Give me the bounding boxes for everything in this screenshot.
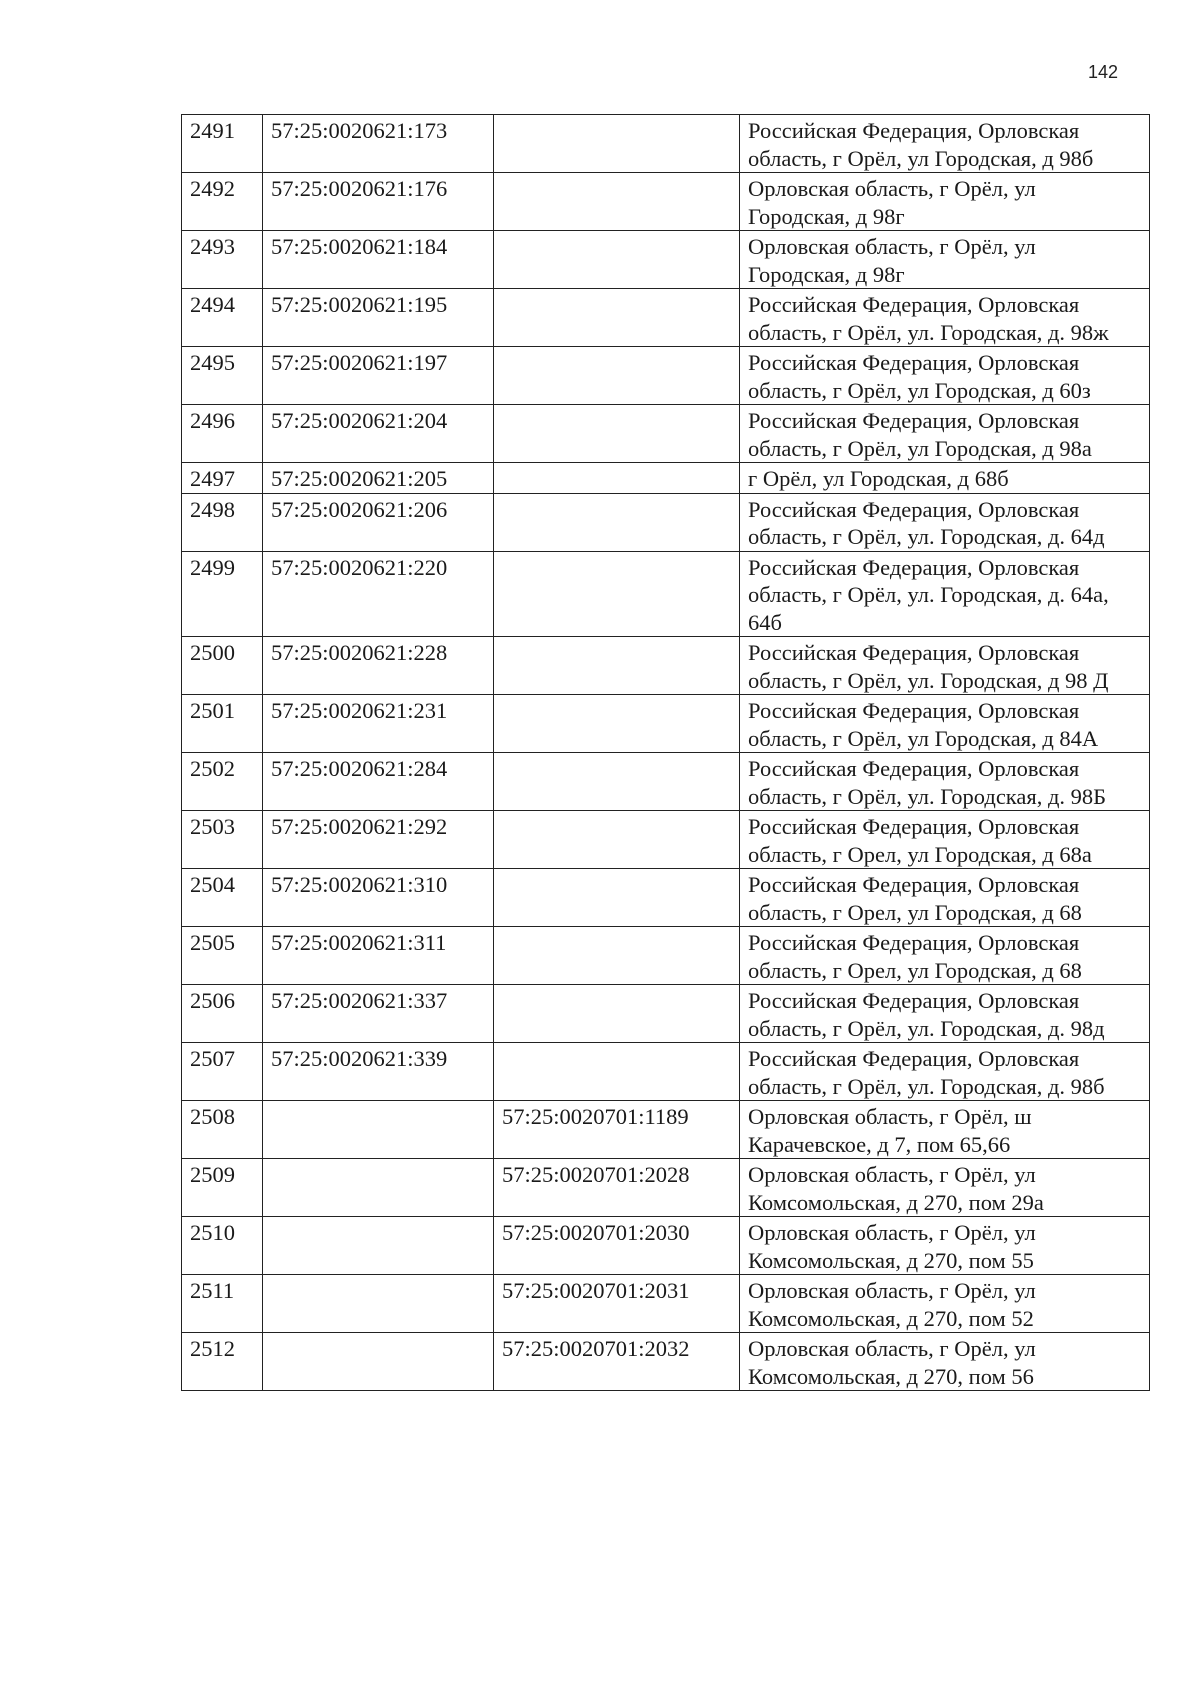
address-cell: Российская Федерация, Орловская область, г Орел, ул Городская, д 68: [740, 927, 1150, 985]
plot-cadastral-number-cell: 57:25:0020621:195: [263, 289, 494, 347]
row-number-cell: 2496: [182, 405, 263, 463]
row-number-cell: 2500: [182, 637, 263, 695]
plot-cadastral-number-cell: 57:25:0020621:339: [263, 1043, 494, 1101]
row-number-cell: 2495: [182, 347, 263, 405]
table-row: [182, 1101, 1150, 1159]
table-row: [182, 1275, 1150, 1333]
plot-cadastral-number-cell: 57:25:0020621:292: [263, 811, 494, 869]
table-row: [182, 927, 1150, 985]
row-number-cell: 2504: [182, 869, 263, 927]
address-cell: Российская Федерация, Орловская область, г Орел, ул Городская, д 68а: [740, 811, 1150, 869]
plot-cadastral-number-cell: [263, 1101, 494, 1159]
row-number-cell: 2492: [182, 173, 263, 231]
room-cadastral-number-cell: [494, 753, 740, 811]
room-cadastral-number-cell: [494, 231, 740, 289]
room-cadastral-number-cell: [494, 869, 740, 927]
address-cell: Орловская область, г Орёл, ул Городская, д 98г: [740, 173, 1150, 231]
table-row: [182, 347, 1150, 405]
row-number-cell: 2511: [182, 1275, 263, 1333]
room-cadastral-number-cell: [494, 405, 740, 463]
room-cadastral-number-cell: 57:25:0020701:2032: [494, 1333, 740, 1391]
room-cadastral-number-cell: [494, 637, 740, 695]
plot-cadastral-number-cell: [263, 1275, 494, 1333]
address-cell: Российская Федерация, Орловская область, г Орел, ул Городская, д 68: [740, 869, 1150, 927]
room-cadastral-number-cell: [494, 493, 740, 551]
table-row: [182, 1043, 1150, 1101]
plot-cadastral-number-cell: 57:25:0020621:204: [263, 405, 494, 463]
room-cadastral-number-cell: 57:25:0020701:1189: [494, 1101, 740, 1159]
address-cell: Российская Федерация, Орловская область, г Орёл, ул. Городская, д. 64д: [740, 493, 1150, 551]
address-cell: Орловская область, г Орёл, ул Комсомольская, д 270, пом 52: [740, 1275, 1150, 1333]
room-cadastral-number-cell: [494, 551, 740, 637]
row-number-cell: 2509: [182, 1159, 263, 1217]
table-row: [182, 1217, 1150, 1275]
row-number-cell: 2508: [182, 1101, 263, 1159]
table-row: [182, 231, 1150, 289]
row-number-cell: 2499: [182, 551, 263, 637]
room-cadastral-number-cell: [494, 811, 740, 869]
registry-table: [181, 114, 1150, 1391]
room-cadastral-number-cell: [494, 347, 740, 405]
room-cadastral-number-cell: [494, 985, 740, 1043]
row-number-cell: 2493: [182, 231, 263, 289]
table-row: [182, 405, 1150, 463]
plot-cadastral-number-cell: 57:25:0020621:197: [263, 347, 494, 405]
address-cell: Российская Федерация, Орловская область, г Орёл, ул Городская, д 98б: [740, 115, 1150, 173]
room-cadastral-number-cell: [494, 463, 740, 494]
address-cell: Орловская область, г Орёл, ул Комсомольская, д 270, пом 55: [740, 1217, 1150, 1275]
room-cadastral-number-cell: [494, 289, 740, 347]
table-row: [182, 695, 1150, 753]
row-number-cell: 2502: [182, 753, 263, 811]
table-row: [182, 289, 1150, 347]
table-row: [182, 173, 1150, 231]
address-cell: Российская Федерация, Орловская область, г Орёл, ул. Городская, д 98 Д: [740, 637, 1150, 695]
plot-cadastral-number-cell: [263, 1159, 494, 1217]
table-row: [182, 551, 1150, 637]
table-row: [182, 493, 1150, 551]
row-number-cell: 2503: [182, 811, 263, 869]
address-cell: Российская Федерация, Орловская область, г Орёл, ул. Городская, д. 98д: [740, 985, 1150, 1043]
row-number-cell: 2510: [182, 1217, 263, 1275]
table-row: [182, 115, 1150, 173]
room-cadastral-number-cell: [494, 1043, 740, 1101]
row-number-cell: 2497: [182, 463, 263, 494]
table-row: [182, 463, 1150, 494]
address-cell: Российская Федерация, Орловская область, г Орёл, ул. Городская, д. 98Б: [740, 753, 1150, 811]
table-row: [182, 869, 1150, 927]
room-cadastral-number-cell: [494, 115, 740, 173]
row-number-cell: 2494: [182, 289, 263, 347]
address-cell: Российская Федерация, Орловская область, г Орёл, ул. Городская, д. 98ж: [740, 289, 1150, 347]
address-cell: Орловская область, г Орёл, ш Карачевское, д 7, пом 65,66: [740, 1101, 1150, 1159]
plot-cadastral-number-cell: 57:25:0020621:220: [263, 551, 494, 637]
row-number-cell: 2498: [182, 493, 263, 551]
room-cadastral-number-cell: [494, 173, 740, 231]
address-cell: г Орёл, ул Городская, д 68б: [740, 463, 1150, 494]
table-row: [182, 753, 1150, 811]
table-row: [182, 1333, 1150, 1391]
address-cell: Российская Федерация, Орловская область, г Орёл, ул Городская, д 60з: [740, 347, 1150, 405]
plot-cadastral-number-cell: [263, 1333, 494, 1391]
plot-cadastral-number-cell: 57:25:0020621:231: [263, 695, 494, 753]
page-number: 142: [1088, 62, 1119, 82]
room-cadastral-number-cell: 57:25:0020701:2031: [494, 1275, 740, 1333]
plot-cadastral-number-cell: 57:25:0020621:173: [263, 115, 494, 173]
address-cell: Орловская область, г Орёл, ул Городская, д 98г: [740, 231, 1150, 289]
row-number-cell: 2506: [182, 985, 263, 1043]
room-cadastral-number-cell: [494, 695, 740, 753]
address-cell: Орловская область, г Орёл, ул Комсомольская, д 270, пом 56: [740, 1333, 1150, 1391]
plot-cadastral-number-cell: 57:25:0020621:311: [263, 927, 494, 985]
row-number-cell: 2501: [182, 695, 263, 753]
plot-cadastral-number-cell: [263, 1217, 494, 1275]
plot-cadastral-number-cell: 57:25:0020621:284: [263, 753, 494, 811]
plot-cadastral-number-cell: 57:25:0020621:205: [263, 463, 494, 494]
room-cadastral-number-cell: 57:25:0020701:2028: [494, 1159, 740, 1217]
plot-cadastral-number-cell: 57:25:0020621:176: [263, 173, 494, 231]
table-row: [182, 1159, 1150, 1217]
address-cell: Российская Федерация, Орловская область, г Орёл, ул Городская, д 98а: [740, 405, 1150, 463]
address-cell: Российская Федерация, Орловская область, г Орёл, ул Городская, д 84А: [740, 695, 1150, 753]
row-number-cell: 2512: [182, 1333, 263, 1391]
row-number-cell: 2507: [182, 1043, 263, 1101]
registry-table-body: [182, 115, 1150, 1391]
table-row: [182, 811, 1150, 869]
table-row: [182, 985, 1150, 1043]
room-cadastral-number-cell: 57:25:0020701:2030: [494, 1217, 740, 1275]
plot-cadastral-number-cell: 57:25:0020621:228: [263, 637, 494, 695]
room-cadastral-number-cell: [494, 927, 740, 985]
plot-cadastral-number-cell: 57:25:0020621:337: [263, 985, 494, 1043]
address-cell: Российская Федерация, Орловская область, г Орёл, ул. Городская, д. 64а, 64б: [740, 551, 1150, 637]
row-number-cell: 2491: [182, 115, 263, 173]
plot-cadastral-number-cell: 57:25:0020621:206: [263, 493, 494, 551]
plot-cadastral-number-cell: 57:25:0020621:184: [263, 231, 494, 289]
address-cell: Российская Федерация, Орловская область, г Орёл, ул. Городская, д. 98б: [740, 1043, 1150, 1101]
plot-cadastral-number-cell: 57:25:0020621:310: [263, 869, 494, 927]
address-cell: Орловская область, г Орёл, ул Комсомольская, д 270, пом 29а: [740, 1159, 1150, 1217]
row-number-cell: 2505: [182, 927, 263, 985]
table-row: [182, 637, 1150, 695]
